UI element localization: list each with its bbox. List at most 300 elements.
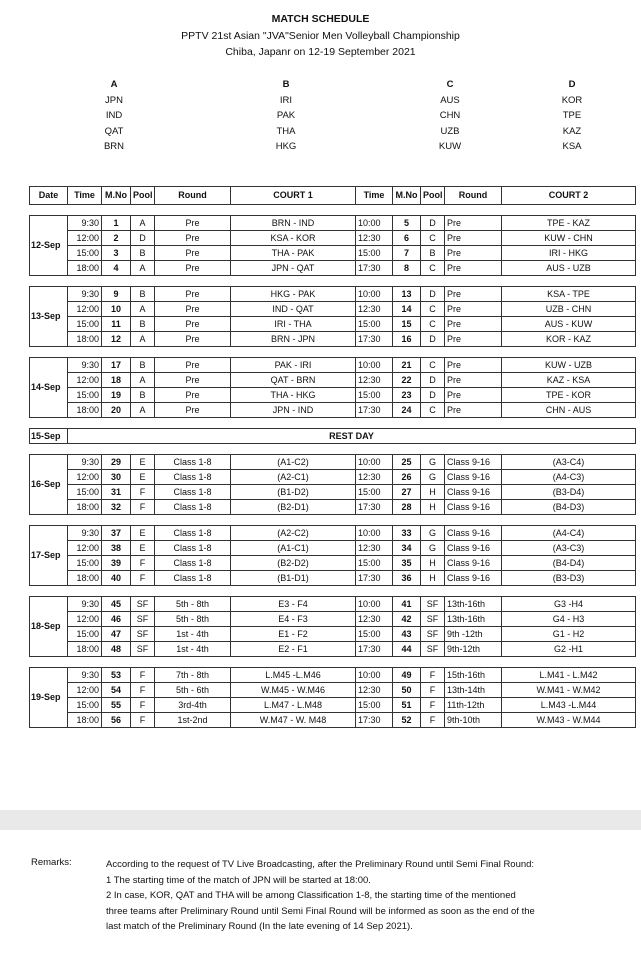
court2-matchup: KUW - CHN bbox=[502, 231, 636, 246]
remarks-line: last match of the Preliminary Round (In the late evening of 14 Sep 2021). bbox=[106, 921, 413, 932]
pool-code: G bbox=[421, 470, 445, 485]
match-time: 17:30 bbox=[356, 332, 393, 347]
match-time: 18:00 bbox=[68, 500, 102, 515]
match-row bbox=[30, 612, 636, 627]
court1-matchup: (A1-C1) bbox=[231, 541, 356, 556]
court2-matchup: L.M41 - L.M42 bbox=[502, 668, 636, 683]
pool-code: SF bbox=[421, 627, 445, 642]
match-number: 33 bbox=[393, 526, 421, 541]
court2-matchup: G3 -H4 bbox=[502, 597, 636, 612]
match-time: 10:00 bbox=[356, 455, 393, 470]
match-number: 9 bbox=[102, 287, 131, 302]
pool-code: C bbox=[421, 261, 445, 276]
court2-matchup: G1 - H2 bbox=[502, 627, 636, 642]
pool-code: E bbox=[131, 470, 155, 485]
pool-code: E bbox=[131, 541, 155, 556]
round-name: 13th-16th bbox=[445, 597, 502, 612]
match-row bbox=[30, 627, 636, 642]
match-time: 12:00 bbox=[68, 470, 102, 485]
court2-matchup: IRI - HKG bbox=[502, 246, 636, 261]
match-time: 17:30 bbox=[356, 500, 393, 515]
match-number: 38 bbox=[102, 541, 131, 556]
match-row bbox=[30, 455, 636, 470]
round-name: Pre bbox=[445, 388, 502, 403]
match-time: 12:00 bbox=[68, 683, 102, 698]
match-time: 18:00 bbox=[68, 403, 102, 418]
round-name: Pre bbox=[155, 403, 231, 418]
match-time: 18:00 bbox=[68, 332, 102, 347]
round-name: Pre bbox=[445, 231, 502, 246]
pool-code: A bbox=[131, 261, 155, 276]
round-name: Pre bbox=[445, 373, 502, 388]
court2-matchup: (A4-C3) bbox=[502, 470, 636, 485]
match-time: 17:30 bbox=[356, 571, 393, 586]
pool-code: H bbox=[421, 500, 445, 515]
round-name: 3rd-4th bbox=[155, 698, 231, 713]
match-number: 47 bbox=[102, 627, 131, 642]
match-number: 22 bbox=[393, 373, 421, 388]
match-time: 9:30 bbox=[68, 287, 102, 302]
round-name: Class 1-8 bbox=[155, 500, 231, 515]
match-number: 16 bbox=[393, 332, 421, 347]
pool-code: F bbox=[131, 556, 155, 571]
match-number: 40 bbox=[102, 571, 131, 586]
match-number: 45 bbox=[102, 597, 131, 612]
match-time: 18:00 bbox=[68, 642, 102, 657]
court1-matchup: (A2-C1) bbox=[231, 470, 356, 485]
column-header: Round bbox=[155, 187, 231, 205]
round-name: Class 1-8 bbox=[155, 455, 231, 470]
match-time: 15:00 bbox=[356, 627, 393, 642]
court2-matchup: UZB - CHN bbox=[502, 302, 636, 317]
round-name: 7th - 8th bbox=[155, 668, 231, 683]
round-name: Pre bbox=[445, 358, 502, 373]
round-name: Class 9-16 bbox=[445, 556, 502, 571]
round-name: Pre bbox=[155, 317, 231, 332]
pool-d bbox=[512, 77, 632, 155]
court1-matchup: (B2-D1) bbox=[231, 500, 356, 515]
match-time: 9:30 bbox=[68, 216, 102, 231]
pool-code: F bbox=[421, 713, 445, 728]
round-name: Pre bbox=[155, 332, 231, 347]
round-name: Pre bbox=[445, 246, 502, 261]
match-number: 48 bbox=[102, 642, 131, 657]
match-number: 36 bbox=[393, 571, 421, 586]
match-time: 18:00 bbox=[68, 261, 102, 276]
match-number: 1 bbox=[102, 216, 131, 231]
pool-code: SF bbox=[131, 612, 155, 627]
pool-code: E bbox=[131, 526, 155, 541]
match-number: 26 bbox=[393, 470, 421, 485]
court2-matchup: (B4-D4) bbox=[502, 556, 636, 571]
pool-code: G bbox=[421, 455, 445, 470]
pool-code: A bbox=[131, 302, 155, 317]
pool-code: E bbox=[131, 455, 155, 470]
spacer-row bbox=[30, 657, 636, 668]
court2-matchup: KUW - UZB bbox=[502, 358, 636, 373]
match-number: 15 bbox=[393, 317, 421, 332]
match-schedule-table bbox=[29, 186, 636, 728]
spacer-row bbox=[30, 515, 636, 526]
date-cell: 12-Sep bbox=[30, 216, 68, 276]
match-number: 52 bbox=[393, 713, 421, 728]
match-number: 28 bbox=[393, 500, 421, 515]
match-number: 23 bbox=[393, 388, 421, 403]
pool-team: BRN bbox=[103, 141, 125, 152]
match-number: 4 bbox=[102, 261, 131, 276]
match-number: 24 bbox=[393, 403, 421, 418]
pool-code: F bbox=[131, 668, 155, 683]
round-name: Class 9-16 bbox=[445, 526, 502, 541]
match-number: 10 bbox=[102, 302, 131, 317]
court1-matchup: L.M45 -L.M46 bbox=[231, 668, 356, 683]
match-time: 17:30 bbox=[356, 261, 393, 276]
pool-team: KOR bbox=[561, 94, 583, 106]
match-number: 27 bbox=[393, 485, 421, 500]
match-number: 20 bbox=[102, 403, 131, 418]
match-number: 17 bbox=[102, 358, 131, 373]
court2-matchup: G4 - H3 bbox=[502, 612, 636, 627]
round-name: Pre bbox=[445, 332, 502, 347]
court1-matchup: W.M47 - W. M48 bbox=[231, 713, 356, 728]
court2-matchup: W.M41 - W.M42 bbox=[502, 683, 636, 698]
match-time: 10:00 bbox=[356, 668, 393, 683]
court2-matchup: (A4-C4) bbox=[502, 526, 636, 541]
pool-code: SF bbox=[131, 597, 155, 612]
court1-matchup: (B1-D2) bbox=[231, 485, 356, 500]
pool-code: D bbox=[421, 216, 445, 231]
round-name: Class 1-8 bbox=[155, 541, 231, 556]
round-name: 9th-10th bbox=[445, 713, 502, 728]
pool-team: KSA bbox=[562, 141, 582, 152]
court2-matchup: W.M43 - W.M44 bbox=[502, 713, 636, 728]
match-time: 15:00 bbox=[356, 698, 393, 713]
match-row bbox=[30, 485, 636, 500]
court1-matchup: PAK - IRI bbox=[231, 358, 356, 373]
match-number: 49 bbox=[393, 668, 421, 683]
match-time: 12:30 bbox=[356, 373, 393, 388]
pool-team: THA bbox=[276, 125, 296, 137]
match-number: 5 bbox=[393, 216, 421, 231]
match-number: 43 bbox=[393, 627, 421, 642]
match-row bbox=[30, 683, 636, 698]
match-row bbox=[30, 470, 636, 485]
match-number: 12 bbox=[102, 332, 131, 347]
pool-code: B bbox=[131, 358, 155, 373]
pool-team: AUS bbox=[440, 94, 460, 106]
spacer-row bbox=[30, 276, 636, 287]
spacer-row bbox=[30, 418, 636, 429]
pool-code: C bbox=[421, 231, 445, 246]
match-number: 50 bbox=[393, 683, 421, 698]
court2-matchup: (A3-C4) bbox=[502, 455, 636, 470]
match-number: 56 bbox=[102, 713, 131, 728]
column-header: Date bbox=[30, 187, 68, 205]
match-time: 15:00 bbox=[356, 485, 393, 500]
match-row bbox=[30, 302, 636, 317]
date-cell: 13-Sep bbox=[30, 287, 68, 347]
court2-matchup: (B3-D3) bbox=[502, 571, 636, 586]
remarks-text bbox=[106, 857, 586, 935]
pool-code: F bbox=[131, 683, 155, 698]
match-row bbox=[30, 698, 636, 713]
pool-code: SF bbox=[131, 642, 155, 657]
match-number: 18 bbox=[102, 373, 131, 388]
pool-c bbox=[390, 77, 510, 155]
pool-code: F bbox=[131, 713, 155, 728]
pool-code: D bbox=[421, 332, 445, 347]
pool-team: KAZ bbox=[562, 125, 582, 137]
pool-code: D bbox=[421, 388, 445, 403]
spacer-cell bbox=[30, 586, 636, 597]
match-number: 30 bbox=[102, 470, 131, 485]
court2-matchup: TPE - KOR bbox=[502, 388, 636, 403]
table-body bbox=[30, 205, 636, 728]
match-row bbox=[30, 287, 636, 302]
match-row bbox=[30, 713, 636, 728]
column-header: Time bbox=[356, 187, 393, 205]
match-time: 15:00 bbox=[68, 556, 102, 571]
pool-name: A bbox=[110, 79, 118, 90]
pool-code: F bbox=[421, 668, 445, 683]
date-cell: 14-Sep bbox=[30, 358, 68, 418]
round-name: Class 1-8 bbox=[155, 571, 231, 586]
match-time: 12:00 bbox=[68, 302, 102, 317]
round-name: Class 1-8 bbox=[155, 556, 231, 571]
match-number: 44 bbox=[393, 642, 421, 657]
round-name: Class 9-16 bbox=[445, 500, 502, 515]
date-cell: 17-Sep bbox=[30, 526, 68, 586]
match-time: 9:30 bbox=[68, 526, 102, 541]
court1-matchup: E1 - F2 bbox=[231, 627, 356, 642]
court1-matchup: (B1-D1) bbox=[231, 571, 356, 586]
column-header: COURT 2 bbox=[502, 187, 636, 205]
spacer-row bbox=[30, 586, 636, 597]
match-row bbox=[30, 668, 636, 683]
round-name: 13th-16th bbox=[445, 612, 502, 627]
match-row bbox=[30, 642, 636, 657]
pool-code: B bbox=[421, 246, 445, 261]
match-number: 34 bbox=[393, 541, 421, 556]
match-time: 12:30 bbox=[356, 302, 393, 317]
event-subtitle: PPTV 21st Asian "JVA"Senior Men Volleyball Championship bbox=[181, 30, 460, 42]
court1-matchup: (A2-C2) bbox=[231, 526, 356, 541]
pool-code: D bbox=[421, 373, 445, 388]
pool-code: F bbox=[131, 698, 155, 713]
pool-code: F bbox=[131, 485, 155, 500]
pool-code: D bbox=[131, 231, 155, 246]
court1-matchup: BRN - JPN bbox=[231, 332, 356, 347]
court1-matchup: JPN - IND bbox=[231, 403, 356, 418]
round-name: Pre bbox=[155, 302, 231, 317]
round-name: Class 9-16 bbox=[445, 485, 502, 500]
match-number: 2 bbox=[102, 231, 131, 246]
round-name: 15th-16th bbox=[445, 668, 502, 683]
match-time: 10:00 bbox=[356, 287, 393, 302]
match-row bbox=[30, 317, 636, 332]
round-name: Pre bbox=[155, 388, 231, 403]
pool-code: B bbox=[131, 317, 155, 332]
court1-matchup: KSA - KOR bbox=[231, 231, 356, 246]
round-name: Pre bbox=[445, 216, 502, 231]
round-name: Class 1-8 bbox=[155, 470, 231, 485]
pool-team: TPE bbox=[562, 110, 582, 121]
match-row bbox=[30, 526, 636, 541]
match-row bbox=[30, 231, 636, 246]
court1-matchup: QAT - BRN bbox=[231, 373, 356, 388]
court1-matchup: JPN - QAT bbox=[231, 261, 356, 276]
match-row bbox=[30, 597, 636, 612]
match-time: 12:00 bbox=[68, 231, 102, 246]
court1-matchup: BRN - IND bbox=[231, 216, 356, 231]
match-number: 37 bbox=[102, 526, 131, 541]
match-row bbox=[30, 541, 636, 556]
match-time: 12:30 bbox=[356, 470, 393, 485]
pool-code: F bbox=[131, 571, 155, 586]
round-name: 9th -12th bbox=[445, 627, 502, 642]
round-name: 1st - 4th bbox=[155, 642, 231, 657]
pool-team: QAT bbox=[104, 125, 124, 137]
pool-code: G bbox=[421, 526, 445, 541]
match-time: 15:00 bbox=[68, 317, 102, 332]
pool-team: IRI bbox=[279, 94, 293, 106]
date-cell: 19-Sep bbox=[30, 668, 68, 728]
court1-matchup: W.M45 - W.M46 bbox=[231, 683, 356, 698]
remarks-line: three teams after Preliminary Round until Semi Final Round will be informed as soon as the end of the bbox=[106, 905, 535, 917]
spacer-cell bbox=[30, 347, 636, 358]
pool-code: C bbox=[421, 302, 445, 317]
match-row bbox=[30, 403, 636, 418]
match-time: 12:30 bbox=[356, 612, 393, 627]
round-name: 1st - 4th bbox=[155, 627, 231, 642]
date-cell: 15-Sep bbox=[30, 429, 68, 444]
round-name: Pre bbox=[445, 403, 502, 418]
match-number: 19 bbox=[102, 388, 131, 403]
spacer-row bbox=[30, 444, 636, 455]
spacer-cell bbox=[30, 657, 636, 668]
round-name: 9th-12th bbox=[445, 642, 502, 657]
round-name: Class 9-16 bbox=[445, 455, 502, 470]
column-header: COURT 1 bbox=[231, 187, 356, 205]
match-time: 12:30 bbox=[356, 231, 393, 246]
pool-code: B bbox=[131, 246, 155, 261]
match-time: 15:00 bbox=[68, 388, 102, 403]
match-time: 17:30 bbox=[356, 713, 393, 728]
pool-code: C bbox=[421, 317, 445, 332]
match-time: 9:30 bbox=[68, 597, 102, 612]
pool-code: SF bbox=[421, 612, 445, 627]
spacer-cell bbox=[30, 276, 636, 287]
match-row bbox=[30, 246, 636, 261]
match-number: 32 bbox=[102, 500, 131, 515]
match-time: 15:00 bbox=[68, 627, 102, 642]
match-time: 12:00 bbox=[68, 612, 102, 627]
court2-matchup: KOR - KAZ bbox=[502, 332, 636, 347]
match-time: 12:00 bbox=[68, 373, 102, 388]
match-row bbox=[30, 373, 636, 388]
court2-matchup: AUS - UZB bbox=[502, 261, 636, 276]
round-name: Pre bbox=[155, 231, 231, 246]
spacer-cell bbox=[30, 515, 636, 526]
match-time: 10:00 bbox=[356, 597, 393, 612]
match-time: 12:30 bbox=[356, 541, 393, 556]
court2-matchup: (B3-D4) bbox=[502, 485, 636, 500]
pool-name: B bbox=[282, 79, 290, 90]
spacer-row bbox=[30, 347, 636, 358]
match-time: 12:00 bbox=[68, 541, 102, 556]
court1-matchup: HKG - PAK bbox=[231, 287, 356, 302]
match-row bbox=[30, 388, 636, 403]
court1-matchup: E3 - F4 bbox=[231, 597, 356, 612]
match-time: 18:00 bbox=[68, 571, 102, 586]
pool-name: C bbox=[446, 79, 454, 90]
match-time: 18:00 bbox=[68, 713, 102, 728]
court1-matchup: L.M47 - L.M48 bbox=[231, 698, 356, 713]
match-time: 15:00 bbox=[68, 485, 102, 500]
remarks-line: 2 In case, KOR, QAT and THA will be among Classification 1-8, the starting time of the mentioned bbox=[106, 890, 516, 901]
match-number: 25 bbox=[393, 455, 421, 470]
match-time: 12:30 bbox=[356, 683, 393, 698]
match-row bbox=[30, 358, 636, 373]
court1-matchup: THA - HKG bbox=[231, 388, 356, 403]
pool-code: H bbox=[421, 571, 445, 586]
rest-day-row bbox=[30, 429, 636, 444]
pool-b bbox=[226, 77, 346, 155]
remarks-label: Remarks: bbox=[31, 857, 72, 868]
court2-matchup: G2 -H1 bbox=[502, 642, 636, 657]
match-number: 29 bbox=[102, 455, 131, 470]
pool-code: G bbox=[421, 541, 445, 556]
pool-code: SF bbox=[421, 597, 445, 612]
round-name: Pre bbox=[155, 373, 231, 388]
pool-team: KUW bbox=[438, 141, 462, 152]
match-number: 41 bbox=[393, 597, 421, 612]
pool-team: JPN bbox=[105, 94, 123, 106]
court1-matchup: (A1-C2) bbox=[231, 455, 356, 470]
pool-code: F bbox=[421, 698, 445, 713]
pool-code: C bbox=[421, 403, 445, 418]
pool-team: UZB bbox=[440, 125, 460, 137]
pool-code: A bbox=[131, 403, 155, 418]
round-name: Class 1-8 bbox=[155, 526, 231, 541]
match-row bbox=[30, 216, 636, 231]
round-name: Class 9-16 bbox=[445, 470, 502, 485]
match-number: 35 bbox=[393, 556, 421, 571]
court2-matchup: AUS - KUW bbox=[502, 317, 636, 332]
court2-matchup: (B4-D3) bbox=[502, 500, 636, 515]
court2-matchup: (A3-C3) bbox=[502, 541, 636, 556]
round-name: 5th - 8th bbox=[155, 597, 231, 612]
court2-matchup: CHN - AUS bbox=[502, 403, 636, 418]
spacer-cell bbox=[30, 444, 636, 455]
match-time: 15:00 bbox=[68, 246, 102, 261]
event-location: Chiba, Japanr on 12-19 September 2021 bbox=[225, 46, 416, 58]
match-number: 39 bbox=[102, 556, 131, 571]
match-time: 9:30 bbox=[68, 668, 102, 683]
match-time: 9:30 bbox=[68, 358, 102, 373]
pool-team: PAK bbox=[276, 110, 296, 121]
round-name: Pre bbox=[155, 287, 231, 302]
table-header-row bbox=[30, 187, 636, 205]
pool-code: C bbox=[421, 358, 445, 373]
spacer-cell bbox=[30, 205, 636, 216]
round-name: Class 1-8 bbox=[155, 485, 231, 500]
match-number: 54 bbox=[102, 683, 131, 698]
court1-matchup: (B2-D2) bbox=[231, 556, 356, 571]
round-name: Pre bbox=[155, 216, 231, 231]
match-number: 14 bbox=[393, 302, 421, 317]
page-title: MATCH SCHEDULE bbox=[271, 13, 370, 25]
